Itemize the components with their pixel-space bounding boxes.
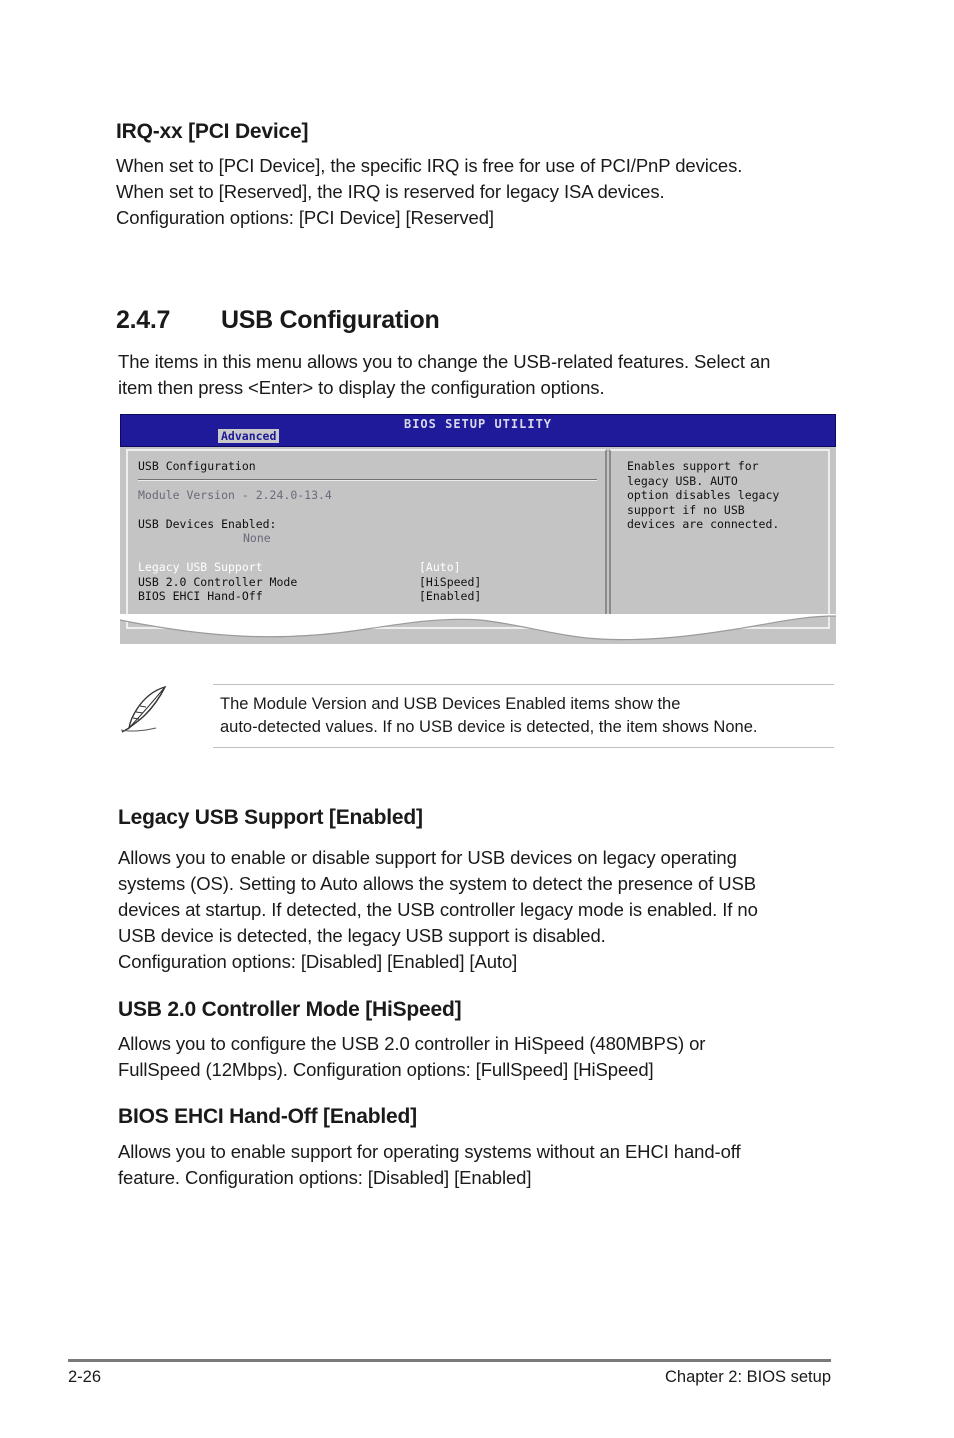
legacy-line: USB device is detected, the legacy USB support is disabled. bbox=[118, 925, 606, 946]
bios-devices-value: None bbox=[243, 531, 271, 545]
bios-help-line: option disables legacy bbox=[627, 488, 780, 502]
legacy-line: devices at startup. If detected, the USB controller legacy mode is enabled. If no bbox=[118, 899, 758, 920]
torn-edge-decoration bbox=[120, 614, 836, 644]
ehci-line: Allows you to enable support for operating systems without an EHCI hand-off bbox=[118, 1141, 741, 1162]
irq-heading: IRQ-xx [PCI Device] bbox=[116, 120, 309, 143]
bios-item-usb20-mode-value[interactable]: [HiSpeed] bbox=[419, 575, 482, 589]
irq-line: When set to [PCI Device], the specific IRQ is free for use of PCI/PnP devices. bbox=[116, 155, 743, 176]
bios-module-version: Module Version - 2.24.0-13.4 bbox=[138, 488, 332, 502]
ehci-line: feature. Configuration options: [Disabled] [Enabled] bbox=[118, 1167, 532, 1188]
legacy-line: systems (OS). Setting to Auto allows the system to detect the presence of USB bbox=[118, 873, 757, 894]
ehci-handoff-heading: BIOS EHCI Hand-Off [Enabled] bbox=[118, 1105, 417, 1128]
bios-item-usb20-mode-label[interactable]: USB 2.0 Controller Mode bbox=[138, 575, 298, 589]
bios-tab-advanced[interactable]: Advanced bbox=[218, 429, 279, 443]
footer-rule bbox=[68, 1359, 831, 1362]
bios-panel-title: USB Configuration bbox=[138, 459, 256, 473]
bios-settings-panel bbox=[126, 449, 607, 629]
legacy-line: Configuration options: [Disabled] [Enabled] [Auto] bbox=[118, 951, 518, 972]
bios-help-panel bbox=[609, 449, 830, 629]
bios-devices-label: USB Devices Enabled: bbox=[138, 517, 277, 531]
legacy-line: Allows you to enable or disable support for USB devices on legacy operating bbox=[118, 847, 737, 868]
bios-help-line: devices are connected. bbox=[627, 517, 780, 531]
note-bottom-rule bbox=[213, 747, 834, 748]
bios-divider bbox=[138, 479, 597, 481]
intro-line: The items in this menu allows you to change the USB-related features. Select an bbox=[118, 351, 771, 372]
section-number: 2.4.7 bbox=[116, 306, 171, 334]
irq-line: When set to [Reserved], the IRQ is reserved for legacy ISA devices. bbox=[116, 181, 665, 202]
section-title: USB Configuration bbox=[221, 306, 440, 334]
irq-description bbox=[116, 153, 742, 231]
bios-item-ehci-handoff-value[interactable]: [Enabled] bbox=[419, 589, 482, 603]
usb20-line: Allows you to configure the USB 2.0 controller in HiSpeed (480MBPS) or bbox=[118, 1033, 706, 1054]
feather-icon bbox=[118, 684, 170, 741]
page-number: 2-26 bbox=[68, 1368, 102, 1386]
bios-title: BIOS SETUP UTILITY bbox=[403, 417, 553, 431]
chapter-title: Chapter 2: BIOS setup bbox=[664, 1368, 831, 1386]
bios-help-line: legacy USB. AUTO bbox=[627, 473, 738, 488]
bios-help-line: support if no USB bbox=[627, 502, 745, 517]
bios-help-line: Enables support for bbox=[627, 459, 759, 473]
usb20-line: FullSpeed (12Mbps). Configuration options: [FullSpeed] [HiSpeed] bbox=[118, 1059, 654, 1080]
bios-header-bar bbox=[120, 414, 836, 447]
bios-screenshot bbox=[120, 414, 836, 644]
note-top-rule bbox=[213, 684, 834, 685]
intro-line: item then press <Enter> to display the configuration options. bbox=[118, 377, 605, 398]
section-heading bbox=[116, 306, 439, 335]
bios-item-legacy-usb-label[interactable]: Legacy USB Support bbox=[138, 560, 263, 574]
usb20-mode-heading: USB 2.0 Controller Mode [HiSpeed] bbox=[118, 998, 462, 1021]
note-text bbox=[220, 693, 757, 739]
legacy-usb-description bbox=[118, 845, 758, 975]
ehci-handoff-description bbox=[118, 1139, 741, 1191]
bios-item-legacy-usb-value[interactable]: [Auto] bbox=[419, 560, 461, 574]
bios-item-ehci-handoff-label[interactable]: BIOS EHCI Hand-Off bbox=[138, 589, 263, 603]
note-line: auto-detected values. If no USB device is detected, the item shows None. bbox=[220, 718, 758, 736]
note-line: The Module Version and USB Devices Enabled items show the bbox=[220, 695, 681, 713]
legacy-usb-heading: Legacy USB Support [Enabled] bbox=[118, 806, 423, 829]
section-intro bbox=[118, 349, 770, 401]
irq-line: Configuration options: [PCI Device] [Reserved] bbox=[116, 207, 494, 228]
usb20-mode-description bbox=[118, 1031, 705, 1083]
